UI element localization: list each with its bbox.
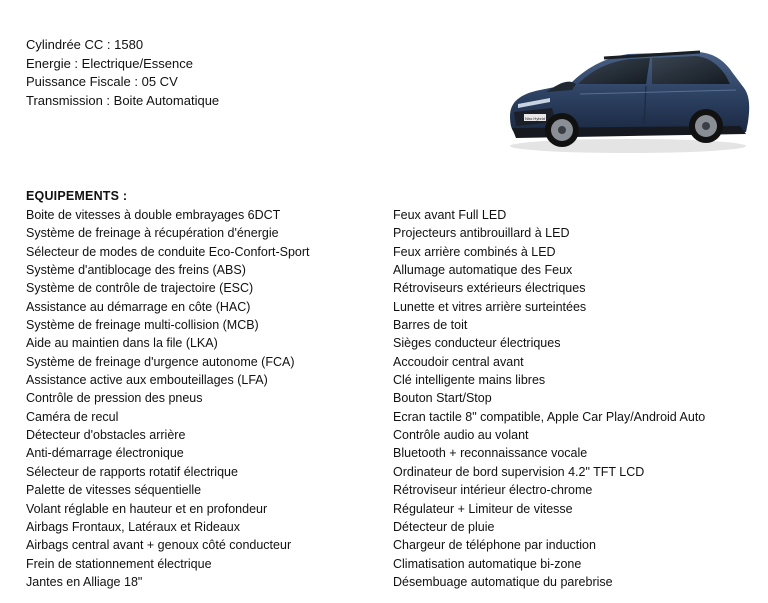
list-item: Clé intelligente mains libres <box>393 373 546 388</box>
list-item: Rétroviseur intérieur électro-chrome <box>393 483 593 498</box>
equipements-left-list <box>26 206 310 591</box>
car-suv-icon <box>500 38 752 158</box>
list-item: Bluetooth + reconnaissance vocale <box>393 446 588 461</box>
list-item: Ecran tactile 8" compatible, Apple Car Play/Android Auto <box>393 409 706 424</box>
list-item: Climatisation automatique bi-zone <box>393 556 582 571</box>
list-item: Frein de stationnement électrique <box>26 556 212 571</box>
list-item: Sélecteur de modes de conduite Eco-Confort-Sport <box>26 244 310 259</box>
list-item: Détecteur de pluie <box>393 519 495 534</box>
list-item: Système de contrôle de trajectoire (ESC) <box>26 281 254 296</box>
list-item: Boite de vitesses à double embrayages 6DCT <box>26 208 281 222</box>
list-item: Ordinateur de bord supervision 4.2" TFT LCD <box>393 464 645 479</box>
list-item: Système de freinage multi-collision (MCB) <box>26 318 259 333</box>
list-item: Barres de toit <box>393 318 468 333</box>
list-item: Anti-démarrage électronique <box>26 446 184 461</box>
spec-energie: Energie : Electrique/Essence <box>26 55 193 71</box>
spec-transmission: Transmission : Boite Automatique <box>26 92 220 108</box>
list-item: Sélecteur de rapports rotatif électrique <box>26 464 238 479</box>
list-item: Palette de vitesses séquentielle <box>26 483 202 498</box>
car-badge-text: Niro Hybrid <box>524 115 546 121</box>
list-item: Rétroviseurs extérieurs électriques <box>393 281 586 296</box>
list-item: Détecteur d'obstacles arrière <box>26 428 186 443</box>
list-item: Aide au maintien dans la file (LKA) <box>26 336 218 351</box>
list-item: Régulateur + Limiteur de vitesse <box>393 501 573 516</box>
list-item: Projecteurs antibrouillard à LED <box>393 226 570 241</box>
list-item: Assistance active aux embouteillages (LFA) <box>26 373 268 388</box>
list-item: Lunette et vitres arrière surteintées <box>393 299 587 314</box>
equipements-heading: EQUIPEMENTS : <box>26 189 128 203</box>
list-item: Allumage automatique des Feux <box>393 263 573 278</box>
list-item: Assistance au démarrage en côte (HAC) <box>26 299 251 314</box>
list-item: Feux arrière combinés à LED <box>393 244 556 259</box>
list-item: Système de freinage d'urgence autonome (FCA) <box>26 354 295 369</box>
spec-cylindree: Cylindrée CC : 1580 <box>26 37 144 52</box>
list-item: Feux avant Full LED <box>393 208 507 222</box>
list-item: Contrôle audio au volant <box>393 428 529 443</box>
list-item: Désembuage automatique du parebrise <box>393 574 613 589</box>
list-item: Accoudoir central avant <box>393 354 524 369</box>
vehicle-specs <box>26 36 219 110</box>
list-item: Volant réglable en hauteur et en profondeur <box>26 501 268 516</box>
list-item: Airbags Frontaux, Latéraux et Rideaux <box>26 519 241 534</box>
list-item: Système de freinage à récupération d'énergie <box>26 226 279 241</box>
spec-puissance: Puissance Fiscale : 05 CV <box>26 74 178 90</box>
list-item: Jantes en Alliage 18" <box>26 574 143 589</box>
list-item: Chargeur de téléphone par induction <box>393 538 596 553</box>
list-item: Système d'antiblocage des freins (ABS) <box>26 263 246 278</box>
list-item: Sièges conducteur électriques <box>393 336 561 351</box>
equipements-right-list <box>393 206 705 591</box>
list-item: Caméra de recul <box>26 409 119 424</box>
list-item: Contrôle de pression des pneus <box>26 391 203 406</box>
list-item: Airbags central avant + genoux côté conducteur <box>26 538 292 553</box>
list-item: Bouton Start/Stop <box>393 391 492 406</box>
